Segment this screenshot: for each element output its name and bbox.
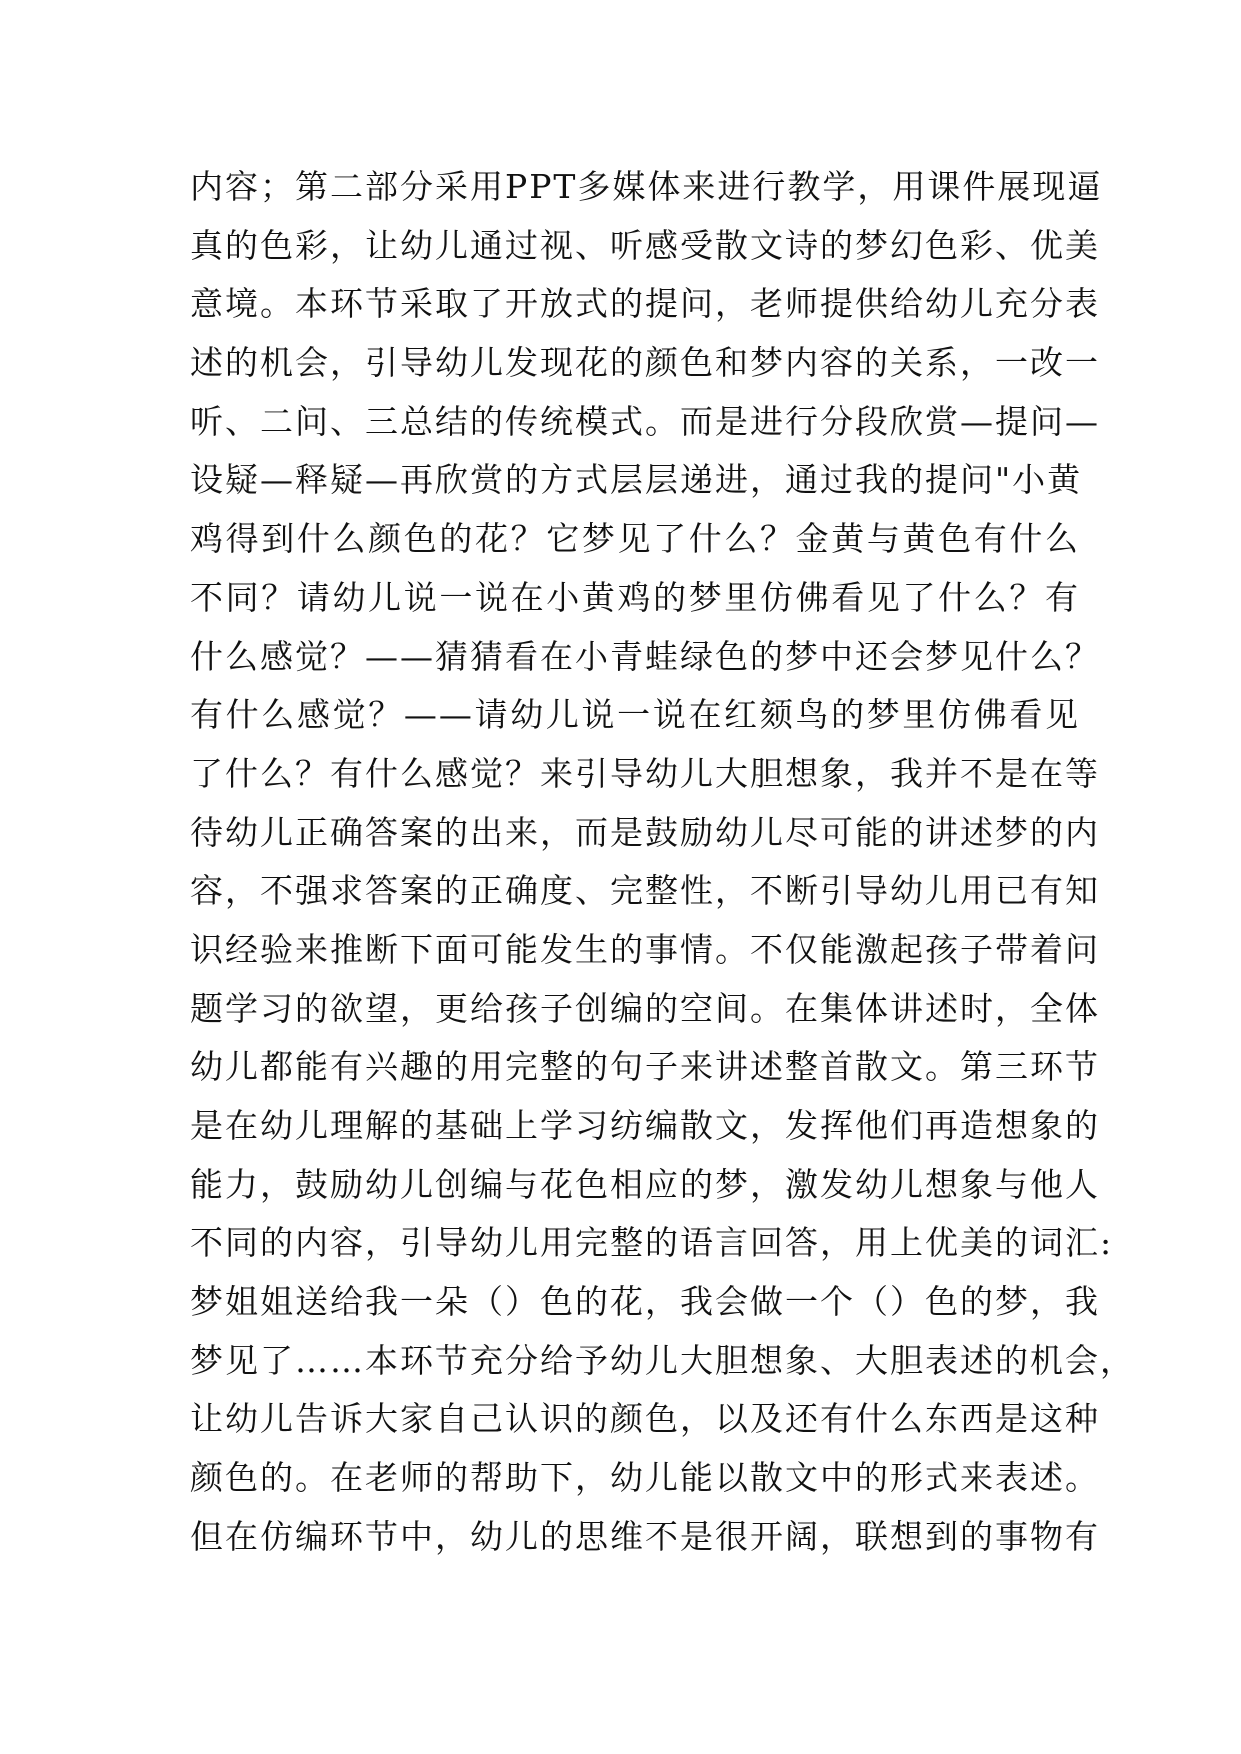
text-line: 真的色彩，让幼儿通过视、听感受散文诗的梦幻色彩、优美 [190,225,1100,265]
text-line: 能力，鼓励幼儿创编与花色相应的梦，激发幼儿想象与他人 [190,1164,1100,1204]
text-line: 述的机会，引导幼儿发现花的颜色和梦内容的关系，一改一 [190,343,1100,383]
text-line: 什么感觉？——猜猜看在小青蛙绿色的梦中还会梦见什么？ [190,636,1100,676]
text-line: 鸡得到什么颜色的花？它梦见了什么？金黄与黄色有什么 [190,519,1080,559]
text-line: 不同的内容，引导幼儿用完整的语言回答，用上优美的词汇: [190,1223,1114,1263]
text-line: 不同？请幼儿说一说在小黄鸡的梦里仿佛看见了什么？有 [190,577,1080,617]
text-line: 梦见了……本环节充分给予幼儿大胆想象、大胆表述的机会， [190,1340,1135,1380]
text-line: 听、二问、三总结的传统模式。而是进行分段欣赏—提问— [190,401,1100,441]
text-line: 内容；第二部分采用PPT多媒体来进行教学，用课件展现逼 [190,167,1103,206]
text-line: 梦姐姐送给我一朵（）色的花，我会做一个（）色的梦，我 [190,1282,1100,1322]
text-line: 但在仿编环节中，幼儿的思维不是很开阔，联想到的事物有 [190,1516,1100,1556]
text-line: 意境。本环节采取了开放式的提问，老师提供给幼儿充分表 [190,284,1100,324]
text-line: 识经验来推断下面可能发生的事情。不仅能激起孩子带着问 [190,929,1100,969]
text-line: 设疑—释疑—再欣赏的方式层层递进，通过我的提问"小黄 [190,460,1083,500]
text-line: 容，不强求答案的正确度、完整性，不断引导幼儿用已有知 [190,871,1100,911]
text-line: 让幼儿告诉大家自己认识的颜色，以及还有什么东西是这种 [190,1399,1100,1439]
text-line: 了什么？有什么感觉？来引导幼儿大胆想象，我并不是在等 [190,753,1100,793]
text-line: 颜色的。在老师的帮助下，幼儿能以散文中的形式来表述。 [190,1458,1100,1498]
text-line: 幼儿都能有兴趣的用完整的句子来讲述整首散文。第三环节 [190,1047,1100,1087]
text-line: 有什么感觉？——请幼儿说一说在红颏鸟的梦里仿佛看见 [190,695,1080,735]
text-line: 是在幼儿理解的基础上学习纺编散文，发挥他们再造想象的 [190,1106,1100,1145]
text-line: 待幼儿正确答案的出来，而是鼓励幼儿尽可能的讲述梦的内 [190,812,1100,852]
text-line: 题学习的欲望，更给孩子创编的空间。在集体讲述时，全体 [190,988,1100,1028]
body-text [190,158,1135,1567]
